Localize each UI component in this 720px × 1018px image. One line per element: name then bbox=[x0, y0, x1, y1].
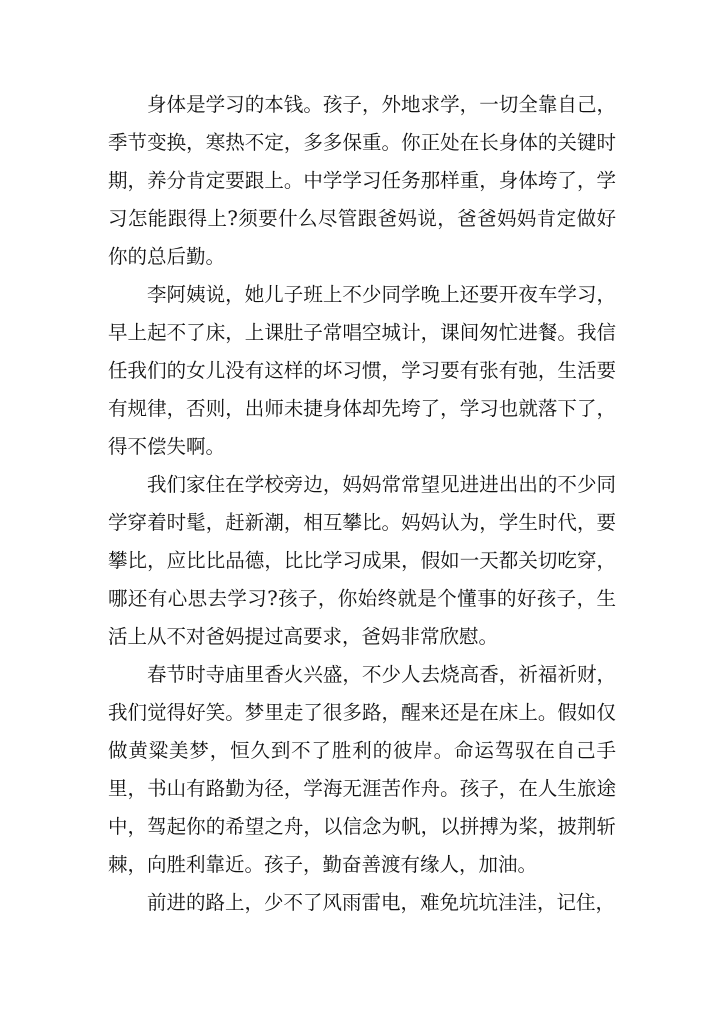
paragraph-road-ahead: 前进的路上，少不了风雨雷电，难免坑坑洼洼，记住， bbox=[147, 891, 616, 914]
paragraph-study-habits: 李阿姨说，她儿子班上不少同学晚上还要开夜车学习，早上起不了床，上课肚子常唱空城计，课间匆忙进餐。我信任我们的女儿没有这样的坏习惯，学习要有张有弛，生活要有规律，否则，出师未捷身体却先垮了，学习也就落下了，得不偿失啊。 bbox=[108, 283, 616, 458]
document-page bbox=[108, 86, 616, 922]
paragraph-comparison: 我们家住在学校旁边，妈妈常常望见进进出出的不少同学穿着时髦，赶新潮，相互攀比。妈妈认为，学生时代，要攀比，应比比品德，比比学习成果，假如一天都关切吃穿，哪还有心思去学习?孩子，你始终就是个懂事的好孩子，生活上从不对爸妈提过高要求，爸妈非常欣慰。 bbox=[108, 473, 616, 648]
paragraph-health: 身体是学习的本钱。孩子，外地求学，一切全靠自己，季节变换，寒热不定，多多保重。你正处在长身体的关键时期，养分肯定要跟上。中学学习任务那样重，身体垮了，学习怎能跟得上?须要什么尽管跟爸妈说，爸爸妈妈肯定做好你的总后勤。 bbox=[108, 93, 616, 268]
paragraph-diligence: 春节时寺庙里香火兴盛，不少人去烧高香，祈福祈财，我们觉得好笑。梦里走了很多路，醒来还是在床上。假如仅做黄粱美梦，恒久到不了胜利的彼岸。命运驾驭在自己手里，书山有路勤为径，学海无涯苦作舟。孩子，在人生旅途中，驾起你的希望之舟，以信念为帆，以拼搏为桨，披荆斩棘，向胜利靠近。孩子，勤奋善渡有缘人，加油。 bbox=[108, 663, 616, 876]
